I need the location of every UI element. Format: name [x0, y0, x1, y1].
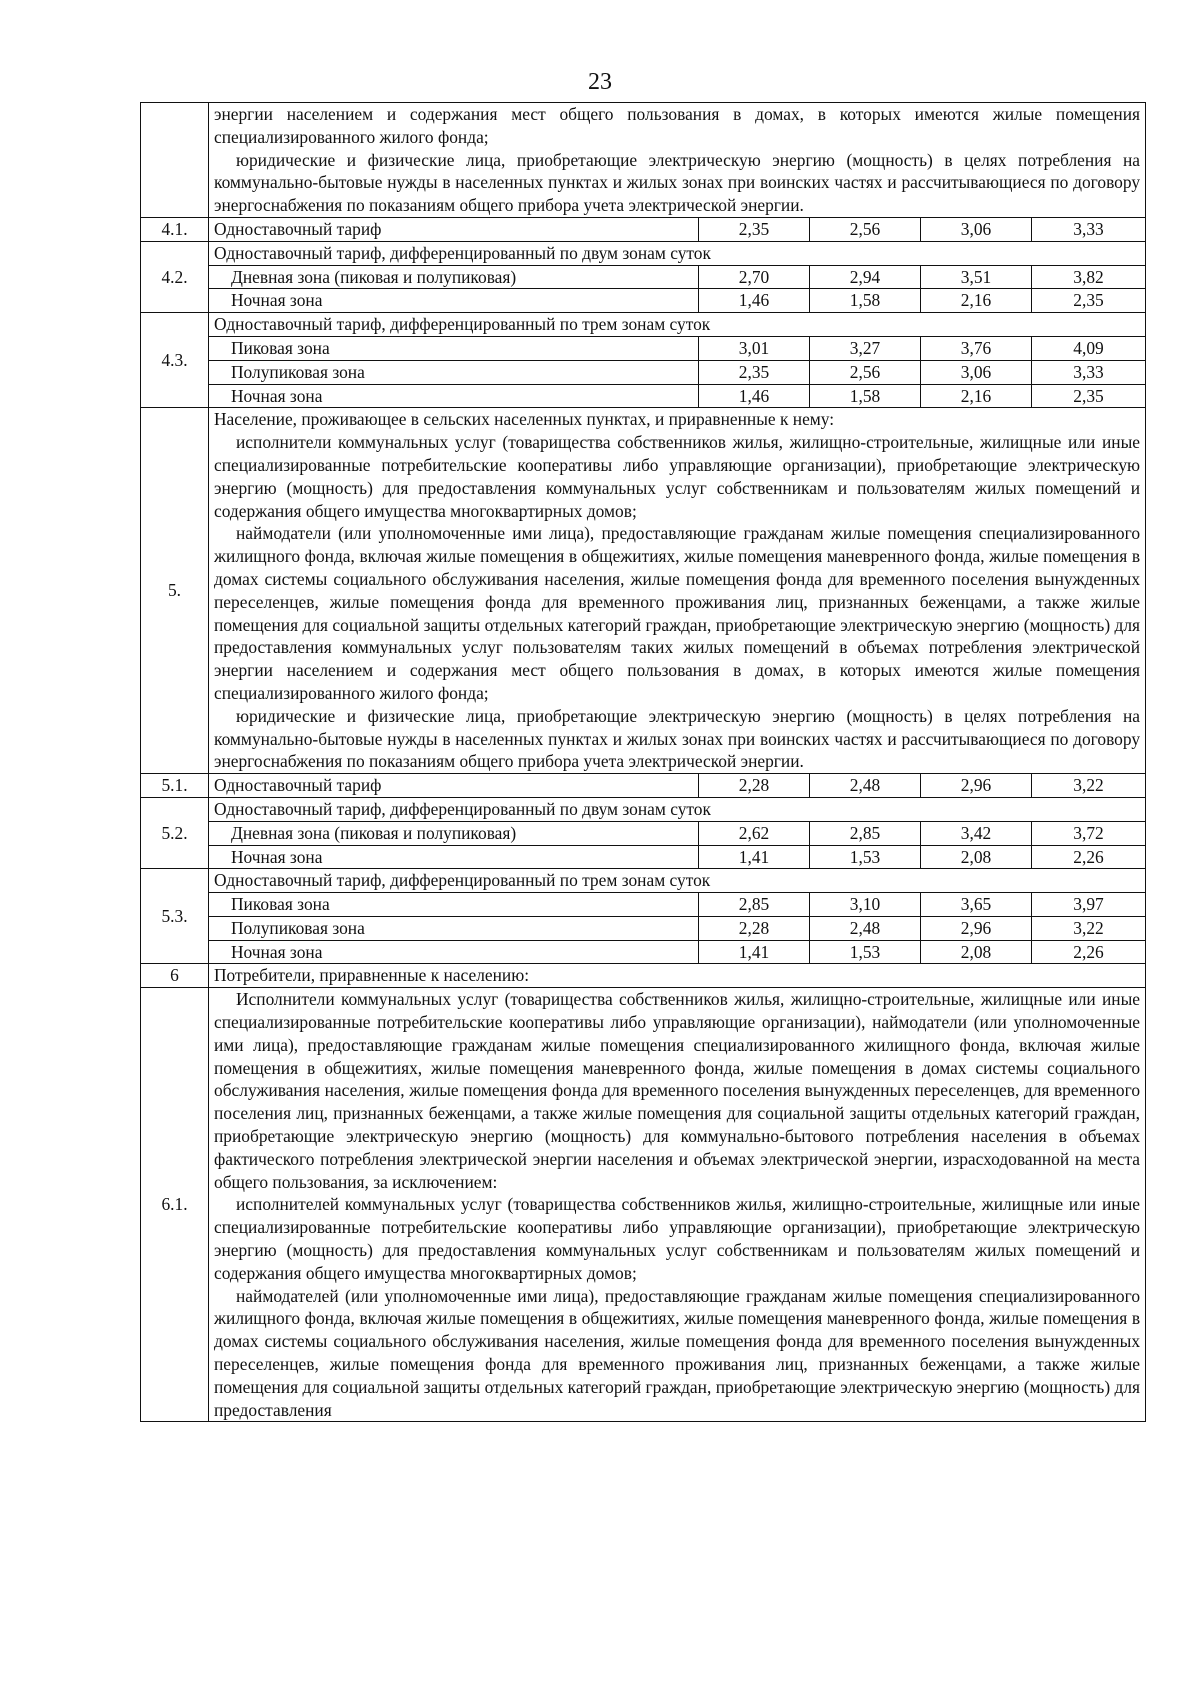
subsection-header: Одноставочный тариф, дифференцированный по трем зонам суток — [209, 313, 1146, 337]
row-number: 5. — [141, 408, 209, 774]
paragraph: наймодателей (или уполномоченные ими лица), предоставляющие гражданам жилые помещения специализированного жилищного фонда, включая жилые помещения в общежитиях, жилые помещения маневренного фонда, жилые помещения в домах системы социального обслуживания населения, жилые помещения фонда для временного поселения вынужденных переселенцев, жилые помещения фонда для временного проживания лиц, признанных беженцами, а также жилые помещения для социальной защиты отдельных категорий граждан, приобретающие электрическую энергию (мощность) для предоставления — [214, 1285, 1141, 1420]
tariff-value: 2,48 — [810, 916, 921, 940]
table-row — [141, 408, 1146, 774]
table-row — [141, 964, 1146, 988]
paragraph: наймодатели (или уполномоченные ими лица), предоставляющие гражданам жилые помещения специализированного жилищного фонда, включая жилые помещения в общежитиях, жилые помещения маневренного фонда, жилые помещения в домах системы социального обслуживания населения, жилые помещения фонда для временного поселения вынужденных переселенцев, жилые помещения фонда для временного проживания лиц, признанных беженцами, а также жилые помещения для социальной защиты отдельных категорий граждан, приобретающие электрическую энергию (мощность) для предоставления коммунальных услуг пользователям таких жилых помещений в объемах потребления электрической энергии населением и содержания мест общего пользования в домах, в которых имеются жилые помещения специализированного жилого фонда; — [214, 523, 1141, 703]
tariff-value: 2,26 — [1032, 845, 1146, 869]
tariff-value: 3,76 — [921, 336, 1032, 360]
tariff-name: Одноставочный тариф — [209, 774, 699, 798]
tariff-value: 2,85 — [699, 893, 810, 917]
tariff-value: 1,41 — [699, 940, 810, 964]
zone-name: Дневная зона (пиковая и полупиковая) — [209, 821, 699, 845]
tariff-value: 2,96 — [921, 916, 1032, 940]
zone-name: Дневная зона (пиковая и полупиковая) — [209, 265, 699, 289]
zone-name: Полупиковая зона — [209, 916, 699, 940]
table-row — [141, 289, 1146, 313]
row-number: 4.3. — [141, 313, 209, 408]
tariff-value: 1,46 — [699, 384, 810, 408]
tariff-value: 3,06 — [921, 360, 1032, 384]
zone-name: Ночная зона — [209, 289, 699, 313]
paragraph: юридические и физические лица, приобретающие электрическую энергию (мощность) в целях потребления на коммунально-бытовые нужды в населенных пунктах и жилых зонах при воинских частях и рассчитывающиеся по договору энергоснабжения по показаниям общего прибора учета электрической энергии. — [214, 705, 1141, 772]
zone-name: Полупиковая зона — [209, 360, 699, 384]
zone-name: Пиковая зона — [209, 336, 699, 360]
tariff-value: 2,35 — [1032, 384, 1146, 408]
table-row — [141, 336, 1146, 360]
tariff-value: 2,70 — [699, 265, 810, 289]
tariff-value: 1,46 — [699, 289, 810, 313]
tariff-value: 2,56 — [810, 217, 921, 241]
tariff-value: 2,08 — [921, 845, 1032, 869]
tariff-value: 3,22 — [1032, 916, 1146, 940]
tariff-value: 3,65 — [921, 893, 1032, 917]
table-row — [141, 103, 1146, 218]
row-number: 5.1. — [141, 774, 209, 798]
paragraph: энергии населением и содержания мест общего пользования в домах, в которых имеются жилые помещения специализированного жилого фонда; — [214, 104, 1141, 147]
tariff-value: 3,10 — [810, 893, 921, 917]
tariff-value: 2,16 — [921, 384, 1032, 408]
tariff-value: 2,96 — [921, 774, 1032, 798]
table-row — [141, 988, 1146, 1422]
table-row — [141, 845, 1146, 869]
section-text — [209, 103, 1146, 218]
paragraph: юридические и физические лица, приобретающие электрическую энергию (мощность) в целях потребления на коммунально-бытовые нужды в населенных пунктах и жилых зонах при воинских частях и рассчитывающиеся по договору энергоснабжения по показаниям общего прибора учета электрической энергии. — [214, 149, 1141, 216]
tariff-value: 3,42 — [921, 821, 1032, 845]
tariff-value: 2,28 — [699, 916, 810, 940]
table-row — [141, 313, 1146, 337]
zone-name: Ночная зона — [209, 384, 699, 408]
tariff-value: 3,97 — [1032, 893, 1146, 917]
tariff-value: 2,35 — [699, 360, 810, 384]
tariff-value: 2,48 — [810, 774, 921, 798]
tariff-table — [140, 102, 1146, 1422]
tariff-value: 2,26 — [1032, 940, 1146, 964]
paragraph: Население, проживающее в сельских населенных пунктах, и приравненные к нему: — [214, 409, 835, 430]
zone-name: Ночная зона — [209, 845, 699, 869]
tariff-value: 1,58 — [810, 384, 921, 408]
row-number: 6 — [141, 964, 209, 988]
paragraph: исполнителей коммунальных услуг (товарищества собственников жилья, жилищно-строительные, жилищные или иные специализированные потребительские кооперативы либо управляющие организации), приобретающие электрическую энергию (мощность) для предоставления коммунальных услуг собственникам и пользователям жилых помещений и содержания общего имущества многоквартирных домов; — [214, 1194, 1141, 1283]
subsection-header: Одноставочный тариф, дифференцированный по двум зонам суток — [209, 797, 1146, 821]
tariff-value: 3,33 — [1032, 360, 1146, 384]
row-number: 5.3. — [141, 869, 209, 964]
tariff-value: 3,51 — [921, 265, 1032, 289]
tariff-name: Одноставочный тариф — [209, 217, 699, 241]
tariff-value: 3,27 — [810, 336, 921, 360]
section-text: Потребители, приравненные к населению: — [209, 964, 1146, 988]
table-row — [141, 241, 1146, 265]
tariff-value: 2,35 — [699, 217, 810, 241]
table-row — [141, 774, 1146, 798]
tariff-value: 2,56 — [810, 360, 921, 384]
tariff-value: 1,53 — [810, 940, 921, 964]
table-row — [141, 360, 1146, 384]
tariff-value: 3,72 — [1032, 821, 1146, 845]
tariff-value: 3,01 — [699, 336, 810, 360]
row-number: 6.1. — [141, 988, 209, 1422]
tariff-value: 2,08 — [921, 940, 1032, 964]
paragraph: исполнители коммунальных услуг (товарищества собственников жилья, жилищно-строительные, жилищные или иные специализированные потребительские кооперативы либо управляющие организации), приобретающие электрическую энергию (мощность) для предоставления коммунальных услуг собственникам и пользователям жилых помещений и содержания общего имущества многоквартирных домов; — [214, 432, 1141, 521]
tariff-value: 2,85 — [810, 821, 921, 845]
tariff-value: 3,06 — [921, 217, 1032, 241]
row-number — [141, 103, 209, 218]
page-number: 23 — [588, 69, 612, 95]
tariff-value: 2,94 — [810, 265, 921, 289]
table-row — [141, 384, 1146, 408]
table-row — [141, 869, 1146, 893]
row-number: 5.2. — [141, 797, 209, 868]
section-text — [209, 988, 1146, 1422]
section-text — [209, 408, 1146, 774]
tariff-value: 1,53 — [810, 845, 921, 869]
zone-name: Ночная зона — [209, 940, 699, 964]
table-row — [141, 940, 1146, 964]
tariff-value: 3,22 — [1032, 774, 1146, 798]
tariff-value: 2,16 — [921, 289, 1032, 313]
table-row — [141, 797, 1146, 821]
tariff-value: 3,33 — [1032, 217, 1146, 241]
table-row — [141, 217, 1146, 241]
tariff-value: 2,35 — [1032, 289, 1146, 313]
tariff-value: 2,28 — [699, 774, 810, 798]
subsection-header: Одноставочный тариф, дифференцированный по трем зонам суток — [209, 869, 1146, 893]
zone-name: Пиковая зона — [209, 893, 699, 917]
tariff-value: 4,09 — [1032, 336, 1146, 360]
table-row — [141, 265, 1146, 289]
table-row — [141, 821, 1146, 845]
table-row — [141, 916, 1146, 940]
tariff-value: 1,41 — [699, 845, 810, 869]
paragraph: Исполнители коммунальных услуг (товарищества собственников жилья, жилищно-строительные, жилищные или иные специализированные потребительские кооперативы либо управляющие организации), наймодатели (или уполномоченные ими лица), предоставляющие гражданам жилые помещения специализированного жилищного фонда, включая жилые помещения в общежитиях, жилые помещения маневренного фонда, жилые помещения в домах системы социального обслуживания населения, жилые помещения фонда для временного поселения вынужденных переселенцев, для временного поселения лиц, признанных беженцами, а также жилые помещения для социальной защиты отдельных категорий граждан, приобретающие электрическую энергию (мощность) для коммунально-бытового потребления населения в объемах фактического потребления электрической энергии населения и объемах электрической энергии, израсходованной на места общего пользования, за исключением: — [214, 989, 1141, 1192]
table-row — [141, 893, 1146, 917]
row-number: 4.1. — [141, 217, 209, 241]
tariff-value: 1,58 — [810, 289, 921, 313]
tariff-value: 2,62 — [699, 821, 810, 845]
subsection-header: Одноставочный тариф, дифференцированный по двум зонам суток — [209, 241, 1146, 265]
row-number: 4.2. — [141, 241, 209, 312]
tariff-value: 3,82 — [1032, 265, 1146, 289]
